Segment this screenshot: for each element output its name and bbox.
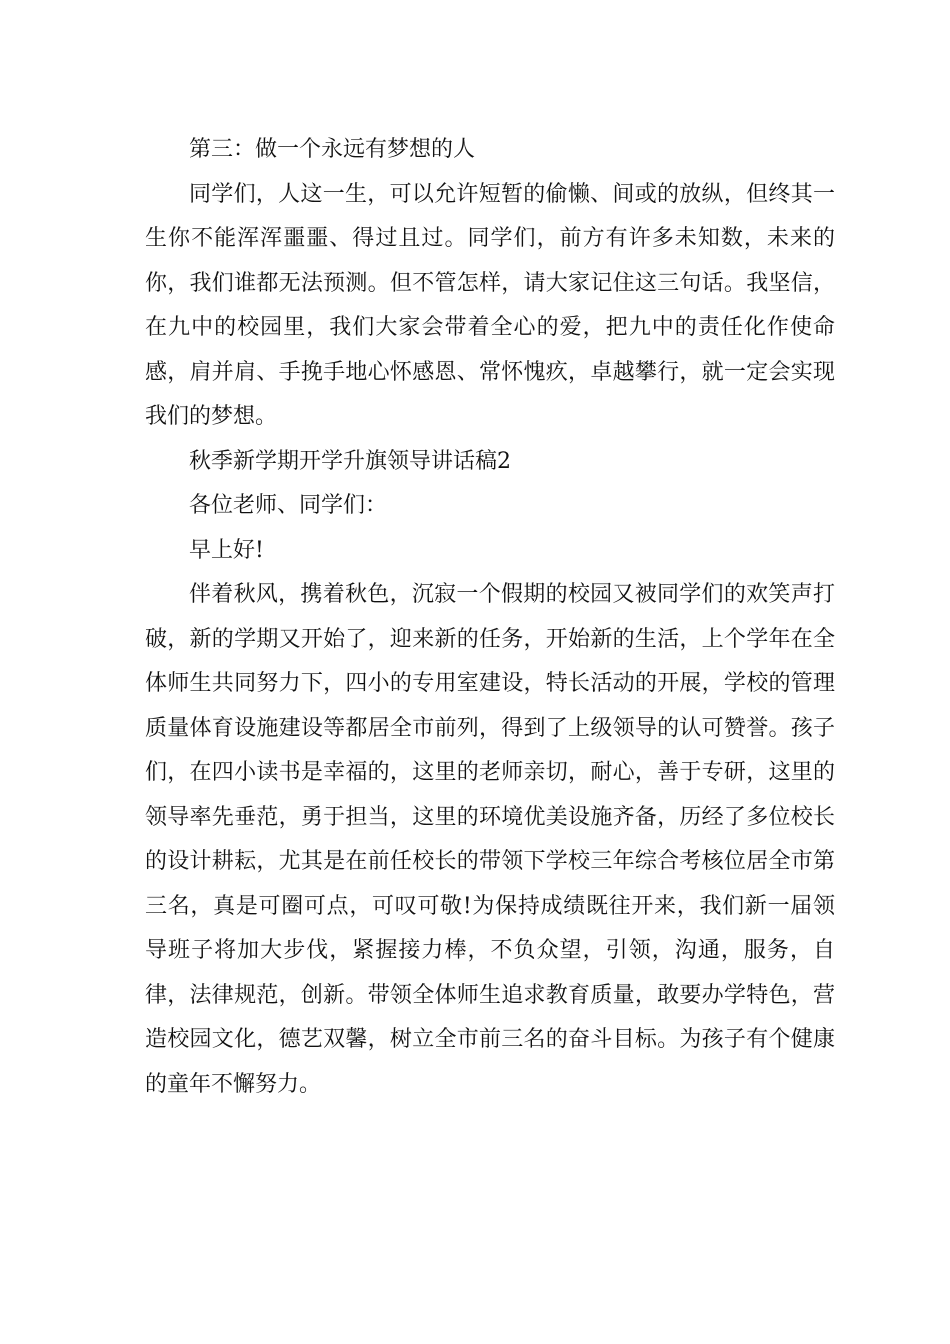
body-paragraph: 同学们，人这一生，可以允许短暂的偷懒、间或的放纵，但终其一生你不能浑浑噩噩、得过且过。同学们，前方有许多未知数，未来的你，我们谁都无法预测。但不管怎样，请大家记住这三句话。我坚信，在九中的校园里，我们大家会带着全心的爱，把九中的责任化作使命感，肩并肩、手挽手地心怀感恩、常怀愧疚，卓越攀行，就一定会实现我们的梦想。 — [145, 181, 835, 429]
speech-title: 秋季新学期开学升旗领导讲话稿2 — [189, 448, 511, 474]
body-paragraph: 伴着秋风，携着秋色，沉寂一个假期的校园又被同学们的欢笑声打破，新的学期又开始了，迎来新的任务，开始新的生活，上个学年在全体师生共同努力下，四小的专用室建设，特长活动的开展，学校的管理质量体育设施建设等都居全市前列，得到了上级领导的认可赞誉。孩子们，在四小读书是幸福的，这里的老师亲切，耐心，善于专研，这里的领导率先垂范，勇于担当，这里的环境优美设施齐备，历经了多位校长的设计耕耘，尤其是在前任校长的带领下学校三年综合考核位居全市第三名，真是可圈可点，可叹可敬!为保持成绩既往开来，我们新一届领导班子将加大步伐，紧握接力棒，不负众望，引领，沟通，服务，自律，法律规范，创新。带领全体师生追求教育质量，敢要办学特色，营造校园文化，德艺双馨，树立全市前三名的奋斗目标。为孩子有个健康的童年不懈努力。 — [145, 582, 835, 1097]
document-page — [145, 128, 835, 1107]
section-heading: 第三：做一个永远有梦想的人 — [189, 137, 476, 162]
salutation: 各位老师、同学们： — [189, 493, 388, 518]
greeting: 早上好! — [189, 537, 264, 563]
